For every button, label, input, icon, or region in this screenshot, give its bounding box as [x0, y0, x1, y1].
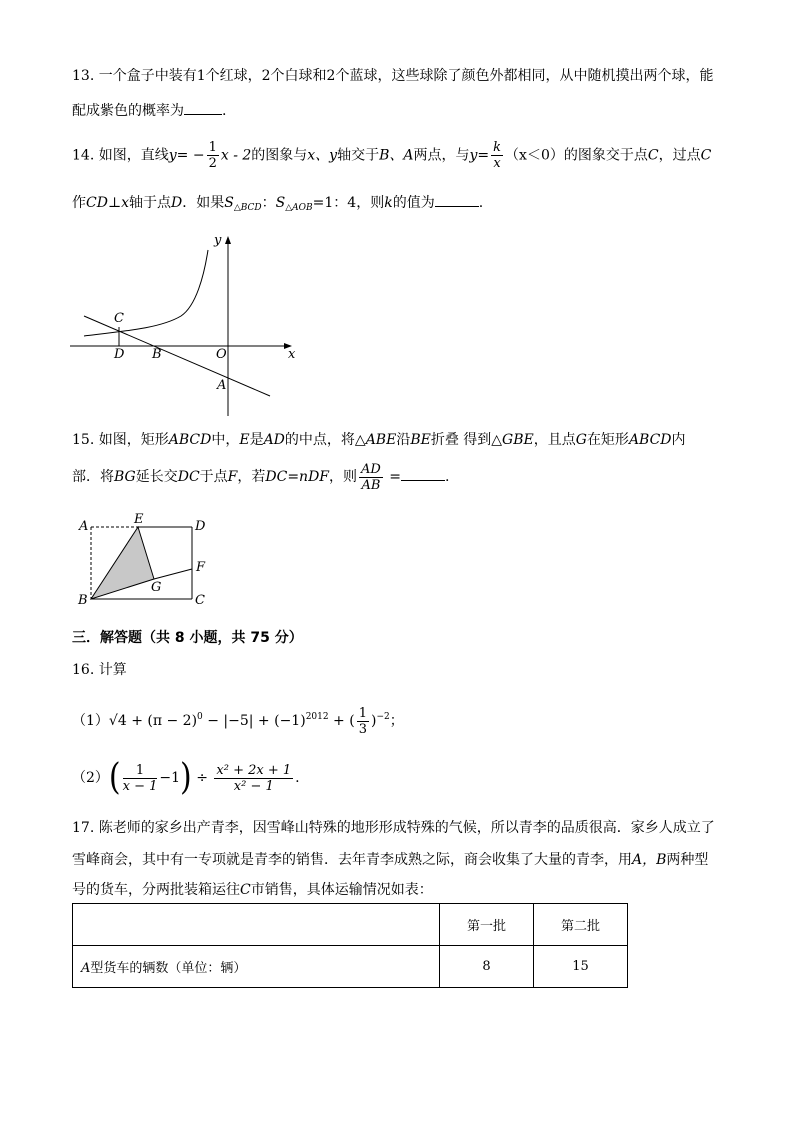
q13-number: 13.	[72, 68, 95, 84]
label-e: E	[134, 512, 144, 527]
label-d: D	[114, 347, 125, 362]
q14-line1: 14. 如图，直线y= − $\frac{1}{2}$ x - 2的图象与x、y轴交于B、A两点，与y= $\frac{k}{x}$ （x＜0）的图象交于点C，过点C	[72, 140, 712, 171]
q13-answer-blank[interactable]	[184, 100, 222, 115]
label-a: A	[79, 519, 89, 534]
q13-text-2: 配成紫色的概率为	[72, 103, 184, 119]
q15-number: 15.	[72, 432, 95, 448]
label-b: B	[78, 593, 88, 608]
y-axis-arrow-icon	[225, 236, 231, 244]
table-row-label: A型货车的辆数（单位：辆）	[73, 946, 440, 988]
q17-line3: 号的货车，分两批装箱运往C市销售，具体运输情况如表：	[72, 882, 433, 898]
q16-fraction-1-over-x-1: $\frac{1}{x - 1}$	[122, 762, 158, 794]
q15-line2: 部．将BG延长交DC于点F，若DC=nDF，则 $\frac{AD}{AB}$ = .	[72, 461, 450, 493]
q15-answer-blank[interactable]	[401, 466, 445, 481]
table-header-cell: 第二批	[534, 904, 628, 946]
table-header-row	[73, 904, 628, 946]
label-d: D	[195, 519, 206, 534]
q13-line1	[72, 66, 713, 86]
label-g: G	[151, 580, 162, 595]
table-cell: 15	[534, 946, 628, 988]
q14-line2: 作CD⊥x轴于点D．如果$S_{\triangle BCD}$：$S_{\triangle AOB}=1$：4，则k的值为 .	[72, 192, 483, 218]
q16-fraction-one-third: $\frac{1}{3}$	[358, 705, 367, 737]
linear-function-line	[84, 316, 270, 396]
label-c: C	[195, 593, 205, 608]
q17-line2: 雪峰商会，其中有一专项就是青李的销售．去年青李成熟之际，商会收集了大量的青李，用A，B两种型	[72, 852, 709, 868]
q13-line2: 配成紫色的概率为 .	[72, 100, 226, 121]
section3-title: 三．解答题（共 8 小题，共 75 分）	[72, 630, 303, 646]
table-header-cell	[73, 904, 440, 946]
label-x: x	[288, 347, 296, 362]
label-f: F	[196, 560, 206, 575]
table-row	[73, 946, 628, 988]
q17-line1: 17. 陈老师的家乡出产青李，因雪峰山特殊的地形形成特殊的气候，所以青李的品质很高．家乡人成立了	[72, 820, 715, 836]
label-y: y	[214, 233, 222, 248]
segment-gf	[154, 569, 192, 579]
q14-graph-figure	[66, 226, 306, 422]
label-b: B	[152, 347, 162, 362]
label-o: O	[216, 347, 227, 362]
table-header-cell: 第一批	[440, 904, 534, 946]
q16-part2: （2）( $\frac{1}{x - 1}$ −1) ÷ $\frac{\text{x² + 2x + 1}}{\text{x² − 1}}$ .	[72, 756, 300, 799]
q14-fraction-half: $\frac{1}{2}$	[208, 140, 217, 171]
q15-rectangle-figure	[76, 508, 216, 612]
label-c: C	[114, 311, 124, 326]
hyperbola-curve	[84, 250, 208, 336]
q17-transport-table	[72, 903, 628, 988]
q14-fraction-k-over-x: $\frac{k}{x}$	[493, 140, 502, 171]
q14-answer-blank[interactable]	[435, 192, 479, 207]
q13-text: 一个盒子中装有1个红球，2个白球和2个蓝球，这些球除了颜色外都相同，从中随机摸出两个球，能	[98, 68, 714, 84]
triangle-gbe-shaded	[91, 527, 154, 599]
q14-number: 14.	[72, 147, 95, 164]
q15-line1: 15. 如图，矩形ABCD中，E是AD的中点，将△ABE沿BE折叠 得到△GBE，且点G在矩形ABCD内	[72, 432, 686, 448]
q16-part1: $(1)√4 + (\pi - 2)^0 - |-5| + (-1)^{2012}$ + ( $\frac{1}{3}$ )$^{-2}$；	[72, 705, 404, 737]
label-a: A	[217, 378, 227, 393]
q16-fraction-polynomial: $\frac{\text{x² + 2x + 1}}{\text{x² − 1}}$	[216, 762, 292, 794]
q16-title: 16. 计算	[72, 662, 127, 678]
table-cell: 8	[440, 946, 534, 988]
q15-fraction-ad-ab: $\frac{AD}{AB}$	[361, 461, 381, 493]
